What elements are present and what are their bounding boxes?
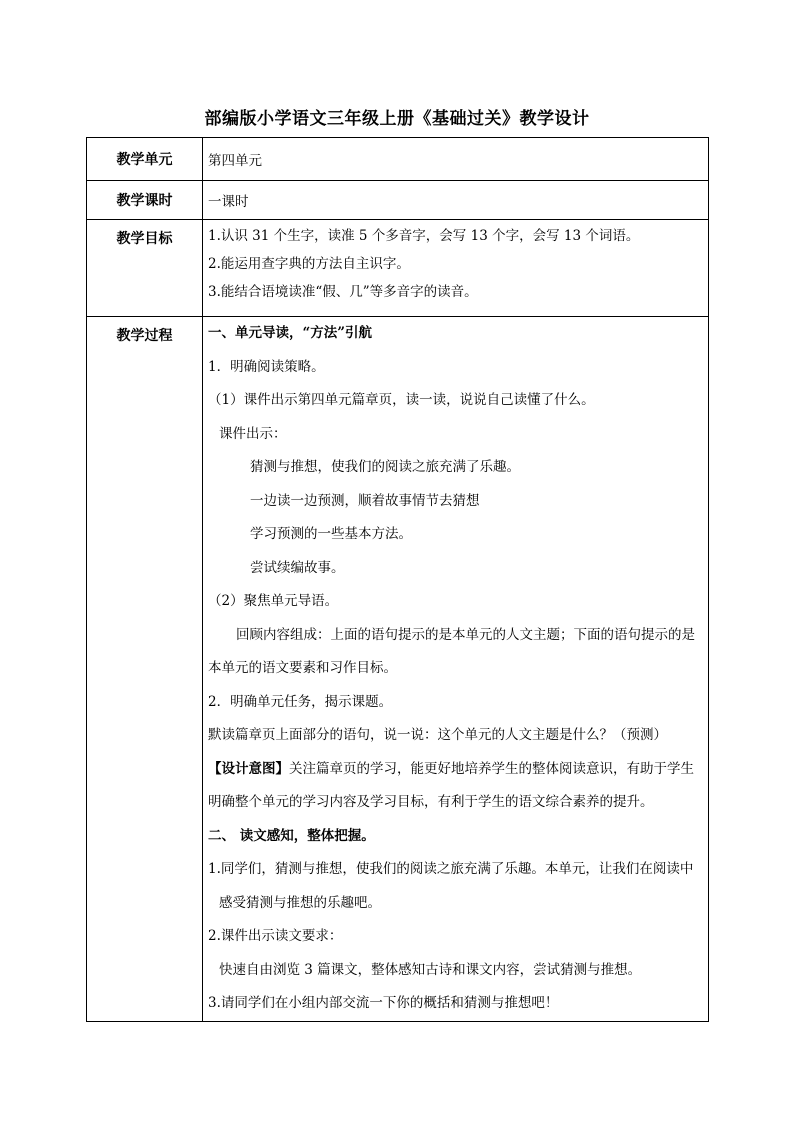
unit-value: 第四单元 xyxy=(203,138,709,181)
section1-heading: 一、单元导读，“方法”引航 xyxy=(208,325,373,341)
sub2-text: （2）聚焦单元导语。 xyxy=(208,593,339,609)
show-line: 尝试续编故事。 xyxy=(250,559,345,576)
show-line: 学习预测的一些基本方法。 xyxy=(250,526,412,542)
item1-text: 1.同学们，猜测与推想，使我们的阅读之旅充满了乐趣。本单元，让我们在阅读中感受猜测与推想的乐趣吧。 xyxy=(208,861,694,911)
process-label: 教学过程 xyxy=(87,317,203,1022)
review-paragraph: 回顾内容组成：上面的语句提示的是本单元的人文主题；下面的语句提示的是本单元的语文要素和习作目标。 xyxy=(208,626,695,676)
row-process xyxy=(87,317,709,1022)
row-objectives xyxy=(87,220,709,317)
design-intent-text: 关注篇章页的学习，能更好地培养学生的整体阅读意识，有助于学生明确整个单元的学习内容及学习目标，有利于学生的语文综合素养的提升。 xyxy=(208,760,694,810)
show-line: 猜测与推想，使我们的阅读之旅充满了乐趣。 xyxy=(250,459,520,475)
item3-text: 3.请同学们在小组内部交流一下你的概括和猜测与推想吧！ xyxy=(208,995,559,1011)
show-line: 一边读一边预测，顺着故事情节去猜想 xyxy=(250,492,480,509)
lesson-plan-table xyxy=(86,137,709,1022)
document-title: 部编版小学语文三年级上册《基础过关》教学设计 xyxy=(204,109,590,129)
objective-item: 3.能结合语境读准“假、几”等多音字的读音。 xyxy=(208,284,478,300)
design-intent-paragraph xyxy=(208,753,702,820)
silent-read-text: 默读篇章页上面部分的语句，说一说：这个单元的人文主题是什么？（预测） xyxy=(208,727,667,743)
item2-text: 2.课件出示读文要求： xyxy=(208,928,343,944)
periods-label: 教学课时 xyxy=(87,181,203,220)
row-periods xyxy=(87,181,709,220)
periods-value: 一课时 xyxy=(203,181,709,220)
section2-heading: 二、 读文感知，整体把握。 xyxy=(208,827,375,844)
item2-detail: 快速自由浏览 3 篇课文，整体感知古诗和课文内容，尝试猜测与推想。 xyxy=(219,961,642,978)
objective-item: 1.认识 31 个生字，读准 5 个多音字，会写 13 个字，会写 13 个词语。 xyxy=(208,228,640,244)
objective-item: 2.能运用查字典的方法自主识字。 xyxy=(208,256,410,272)
courseware-show-label: 课件出示： xyxy=(219,425,287,442)
unit-label: 教学单元 xyxy=(87,138,203,181)
step2-text: 2．明确单元任务，揭示课题。 xyxy=(208,693,393,710)
design-intent-label: 【设计意图】 xyxy=(208,760,289,777)
row-unit xyxy=(87,138,709,181)
objectives-label: 教学目标 xyxy=(87,220,203,317)
objectives-cell xyxy=(203,220,709,317)
sub1-text: （1）课件出示第四单元篇章页，读一读，说说自己读懂了什么。 xyxy=(208,392,595,408)
process-cell xyxy=(203,317,709,1022)
step1-text: 1．明确阅读策略。 xyxy=(208,358,325,375)
